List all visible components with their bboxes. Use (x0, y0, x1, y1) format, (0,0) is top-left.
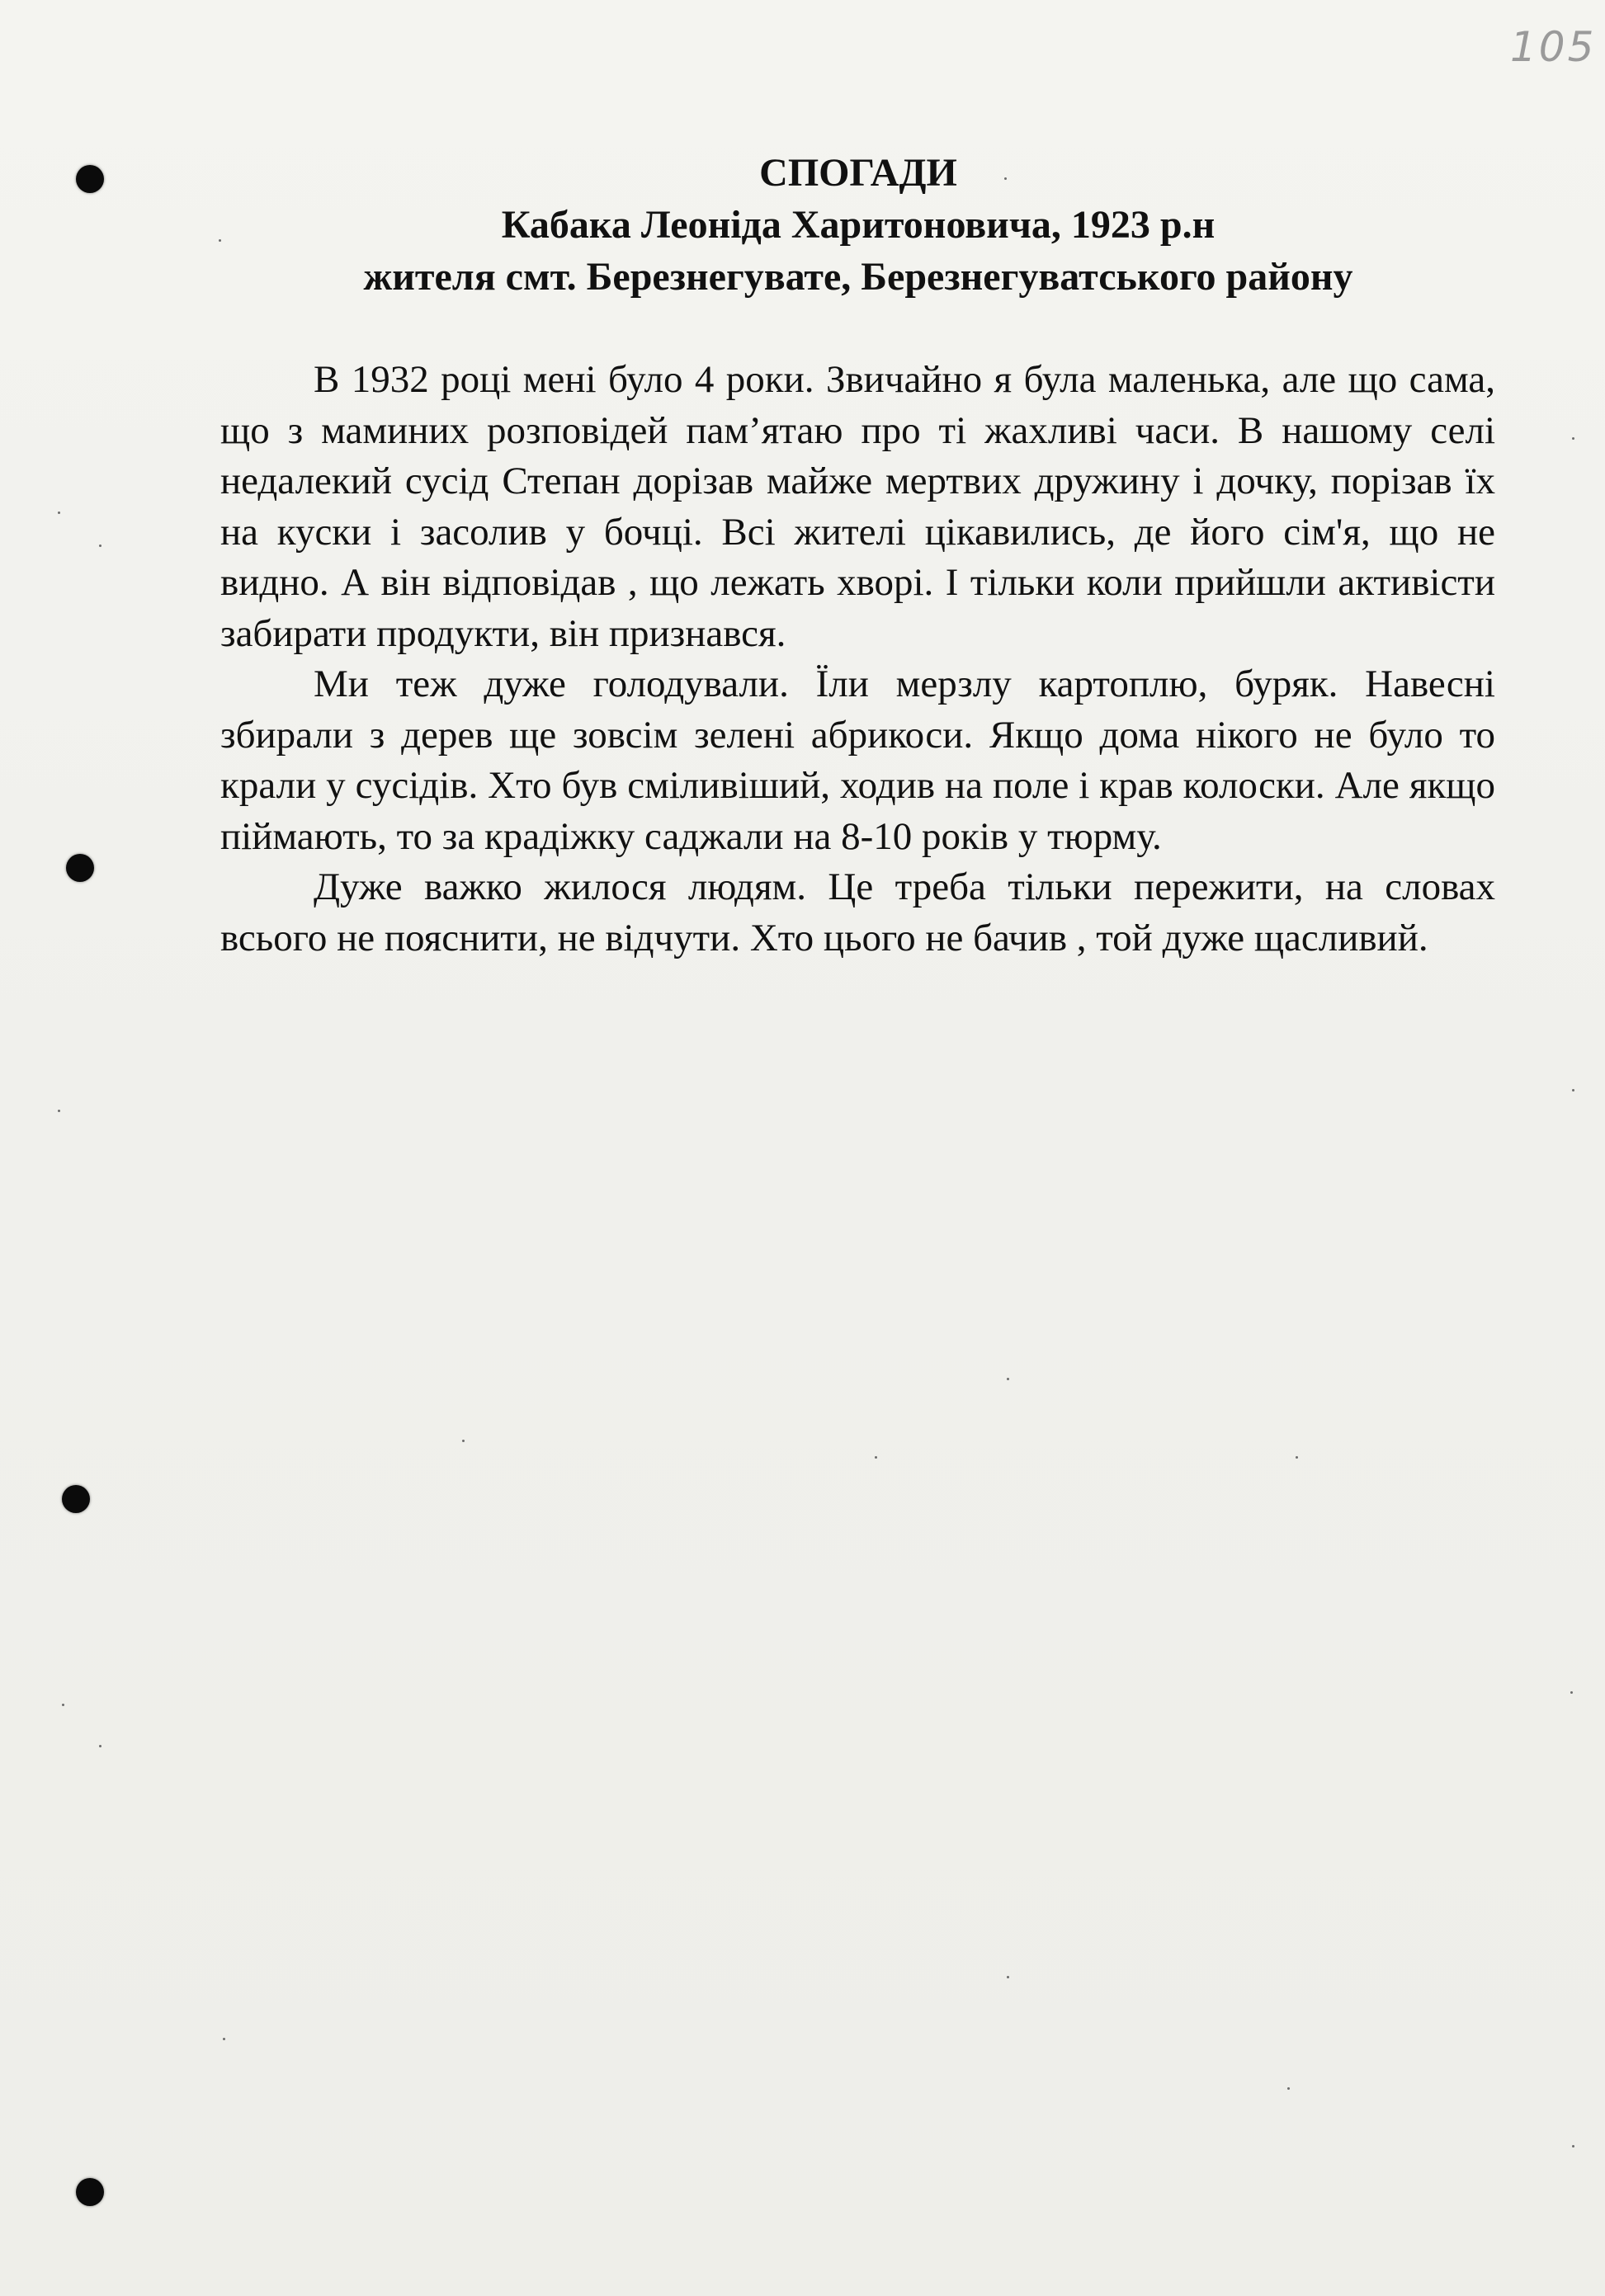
scan-speck (875, 1456, 877, 1459)
scan-speck (1570, 1691, 1573, 1694)
scan-speck (1572, 1089, 1574, 1091)
scan-speck (223, 2038, 225, 2040)
residence-line: жителя смт. Березнегувате, Березнегуватського району (363, 255, 1353, 299)
paragraph-3: Дуже важко жилося людям. Це треба тільки пережити, на словах всього не пояснити, не відчути. Хто цього не бачив , той дуже щасливий. (220, 865, 1495, 959)
scan-speck (62, 1704, 64, 1706)
author-line: Кабака Леоніда Харитоновича, 1923 р.н (501, 203, 1216, 247)
scan-speck (1572, 2145, 1574, 2147)
punch-hole-1 (76, 165, 104, 193)
scan-speck (1296, 1456, 1298, 1459)
archive-page-number: 105 (1510, 23, 1597, 71)
paragraph-1: В 1932 році мені було 4 роки. Звичайно я була маленька, але що сама, що з маминих розповідей пам’ятаю про ті жахливі часи. В нашому селі недалекий сусід Степан дорізав майже мертвих дружину і дочку, порізав їх на куски і засолив у бочці. Всі жителі цікавились, де його сім'я, що не видно. А він відповідав , що лежать хворі. І тільки коли прийшли активісти забирати продукти, він признався. (220, 358, 1495, 655)
scan-speck (462, 1440, 465, 1442)
punch-hole-4 (76, 2178, 104, 2206)
scan-speck (1572, 437, 1574, 440)
document-heading (190, 147, 1527, 303)
scan-speck (99, 545, 101, 547)
scan-speck (58, 512, 60, 514)
scan-speck (99, 1745, 101, 1747)
document-title: СПОГАДИ (759, 151, 957, 195)
scan-speck (58, 1110, 60, 1112)
paragraph-2: Ми теж дуже голодували. Їли мерзлу картоплю, буряк. Навесні збирали з дерев ще зовсім зелені абрикоси. Якщо дома нікого не було то крали у сусідів. Хто був сміливіший, ходив на поле і крав колоски. Але якщо піймають, то за крадіжку саджали на 8-10 років у тюрму. (220, 662, 1495, 858)
scan-speck (1007, 1378, 1009, 1380)
scan-speck (1007, 1976, 1009, 1978)
punch-hole-3 (62, 1485, 90, 1513)
memoir-text (220, 355, 1495, 964)
scan-speck (1287, 2087, 1290, 2090)
punch-hole-2 (66, 854, 94, 882)
